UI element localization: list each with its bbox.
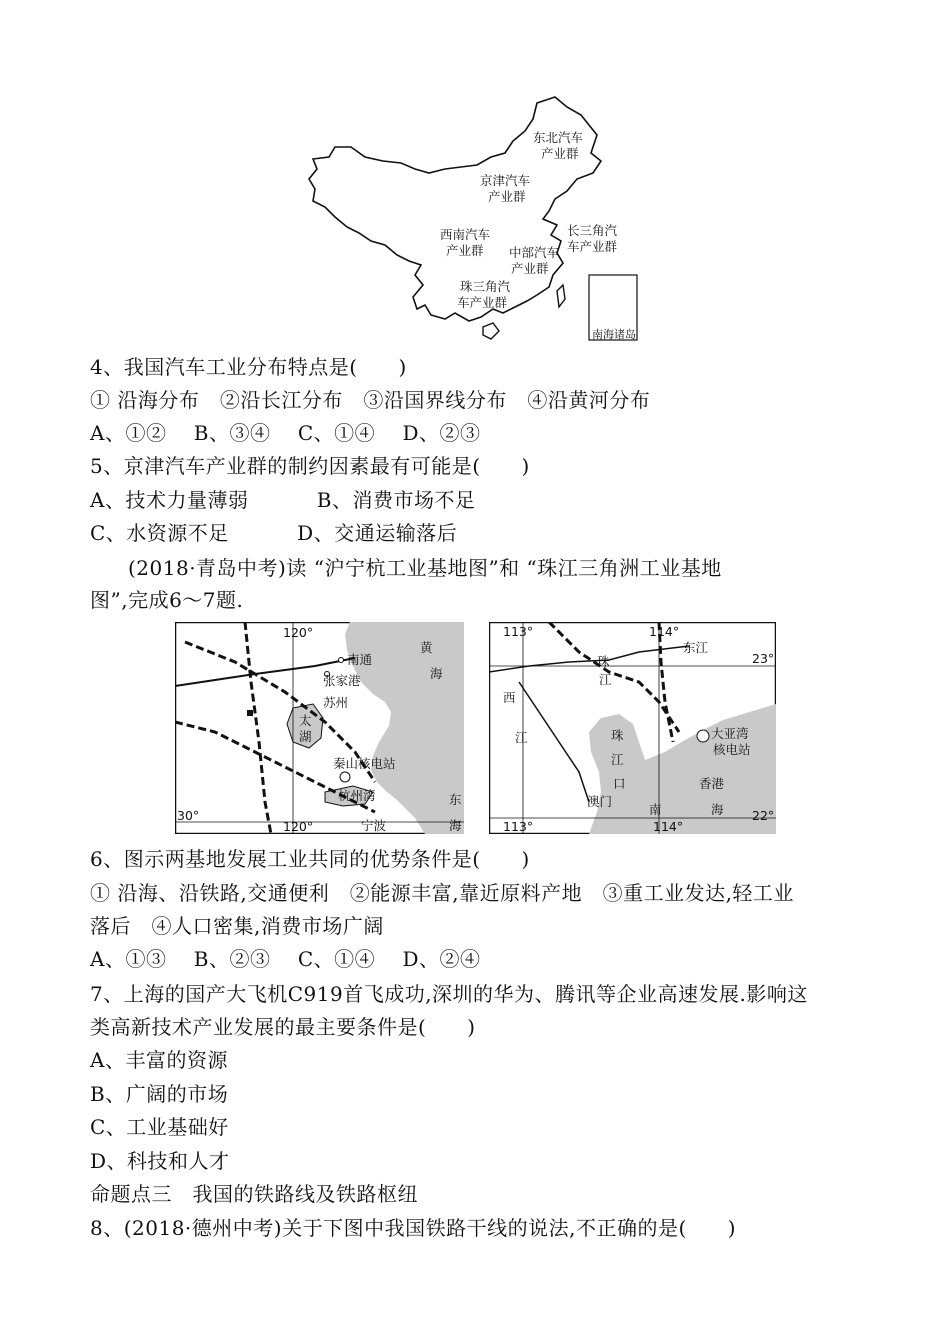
label-pearl-2: 车产业群 <box>457 295 508 310</box>
q5-stem: 5、京津汽车产业群的制约因素最有可能是( ) <box>90 454 530 478</box>
prd-place-hai: 海 <box>711 802 724 817</box>
nuclear-plant-icon <box>697 730 709 742</box>
china-auto-industry-map <box>305 95 650 345</box>
label-northeast-2: 产业群 <box>541 146 579 161</box>
nantong-marker <box>339 658 344 663</box>
label-yangtze-1: 长三角汽 <box>567 223 618 238</box>
q7-option-d: D、科技和人才 <box>90 1149 230 1173</box>
prd-place-nan: 南 <box>649 802 662 817</box>
intro-line1: (2018·青岛中考)读 “沪宁杭工业基地图”和 “珠江三角洲工业基地 <box>128 556 722 580</box>
q8-stem: 8、(2018·德州中考)关于下图中我国铁路干线的说法,不正确的是( ) <box>90 1216 737 1240</box>
prd-place-xi: 西 <box>503 690 516 705</box>
hnh-lon-top: 120° <box>283 625 314 640</box>
city-marker <box>247 710 253 716</box>
q7-option-a: A、丰富的资源 <box>90 1048 228 1072</box>
q6-stem: 6、图示两基地发展工业共同的优势条件是( ) <box>90 847 530 871</box>
label-central-1: 中部汽车 <box>509 245 560 260</box>
prd-place-kou: 口 <box>613 776 626 791</box>
prd-place-xi-jiang: 江 <box>515 730 528 745</box>
label-yangtze-2: 车产业群 <box>567 239 618 254</box>
prd-place-zhu: 珠 <box>597 654 610 669</box>
prd-lon-top-left: 113° <box>503 624 534 639</box>
prd-place-zhu-2: 珠 <box>611 728 624 743</box>
prd-place-macau: 澳门 <box>587 794 613 809</box>
label-central-2: 产业群 <box>511 261 549 276</box>
q6-options-line1: ① 沿海、沿铁路,交通便利 ②能源丰富,靠近原料产地 ③重工业发达,轻工业 <box>90 881 794 905</box>
prd-place-hedianzhan: 核电站 <box>713 742 751 757</box>
hnh-place-suzhou: 苏州 <box>323 695 349 710</box>
hnh-sea-1: 黄 <box>420 640 433 655</box>
prd-lat-top: 23° <box>752 651 775 666</box>
hnh-eastsea-2: 海 <box>449 818 462 833</box>
taiwan-island <box>557 285 565 307</box>
hnh-place-nantong: 南通 <box>347 652 373 667</box>
nuclear-plant-icon <box>340 772 350 782</box>
q7-stem-line2: 类高新技术产业发展的最主要条件是( ) <box>90 1015 476 1039</box>
label-northeast-1: 东北汽车 <box>533 130 584 145</box>
hnh-place-hangzhouwan: 杭州湾 <box>338 788 376 803</box>
hnh-place-tai: 太 <box>299 713 312 728</box>
q4-stem: 4、我国汽车工业分布特点是( ) <box>90 355 407 379</box>
q6-choices: A、①③ B、②③ C、①④ D、②④ <box>90 947 481 971</box>
prd-place-hongkong: 香港 <box>699 776 725 791</box>
hnh-sea-2: 海 <box>430 666 443 681</box>
label-jingjin-2: 产业群 <box>488 189 526 204</box>
intro-line2: 图”,完成6～7题. <box>90 588 244 612</box>
label-pearl-1: 珠三角汽 <box>460 279 511 294</box>
label-southwest-1: 西南汽车 <box>440 227 491 242</box>
section-heading: 命题点三 我国的铁路线及铁路枢纽 <box>90 1182 418 1206</box>
hnh-lon-bottom: 120° <box>283 819 314 834</box>
q5-options-row2: C、水资源不足 D、交通运输落后 <box>90 521 458 545</box>
prd-lat-bottom: 22° <box>752 808 775 823</box>
q7-option-b: B、广阔的市场 <box>90 1082 229 1106</box>
hnh-place-qinshan: 秦山核电站 <box>333 756 396 771</box>
q7-option-c: C、工业基础好 <box>90 1115 229 1139</box>
hnh-place-ningbo: 宁波 <box>361 818 387 833</box>
q7-stem-line1: 7、上海的国产大飞机C919首飞成功,深圳的华为、腾讯等企业高速发展.影响这 <box>90 982 808 1006</box>
hnh-eastsea-1: 东 <box>449 792 462 807</box>
hnh-place-zhangjiagang: 张家港 <box>323 673 361 688</box>
hnh-place-hu: 湖 <box>299 729 312 744</box>
prd-lon-top-right: 114° <box>649 624 680 639</box>
q4-options: ① 沿海分布 ②沿长江分布 ③沿国界线分布 ④沿黄河分布 <box>90 388 651 412</box>
hainan-island <box>483 323 499 339</box>
label-southwest-2: 产业群 <box>446 243 484 258</box>
label-jingjin-1: 京津汽车 <box>480 173 531 188</box>
hu-ning-hang-map <box>175 622 464 834</box>
q4-choices: A、①② B、③④ C、①④ D、②③ <box>90 421 481 445</box>
inset-label: 南海诸岛 <box>592 328 636 341</box>
q6-options-line2: 落后 ④人口密集,消费市场广阔 <box>90 914 384 938</box>
q5-options-row1: A、技术力量薄弱 B、消费市场不足 <box>90 488 476 512</box>
prd-place-jiang: 江 <box>599 672 612 687</box>
prd-place-dayawan: 大亚湾 <box>711 726 749 741</box>
prd-lon-bottom-left: 113° <box>503 819 534 834</box>
hnh-lat-left: 30° <box>177 808 200 823</box>
prd-lon-bottom-right: 114° <box>653 819 684 834</box>
prd-place-dongjiang: 东江 <box>683 640 709 655</box>
pearl-river-delta-map <box>489 622 776 834</box>
prd-place-jiang-2: 江 <box>611 752 624 767</box>
